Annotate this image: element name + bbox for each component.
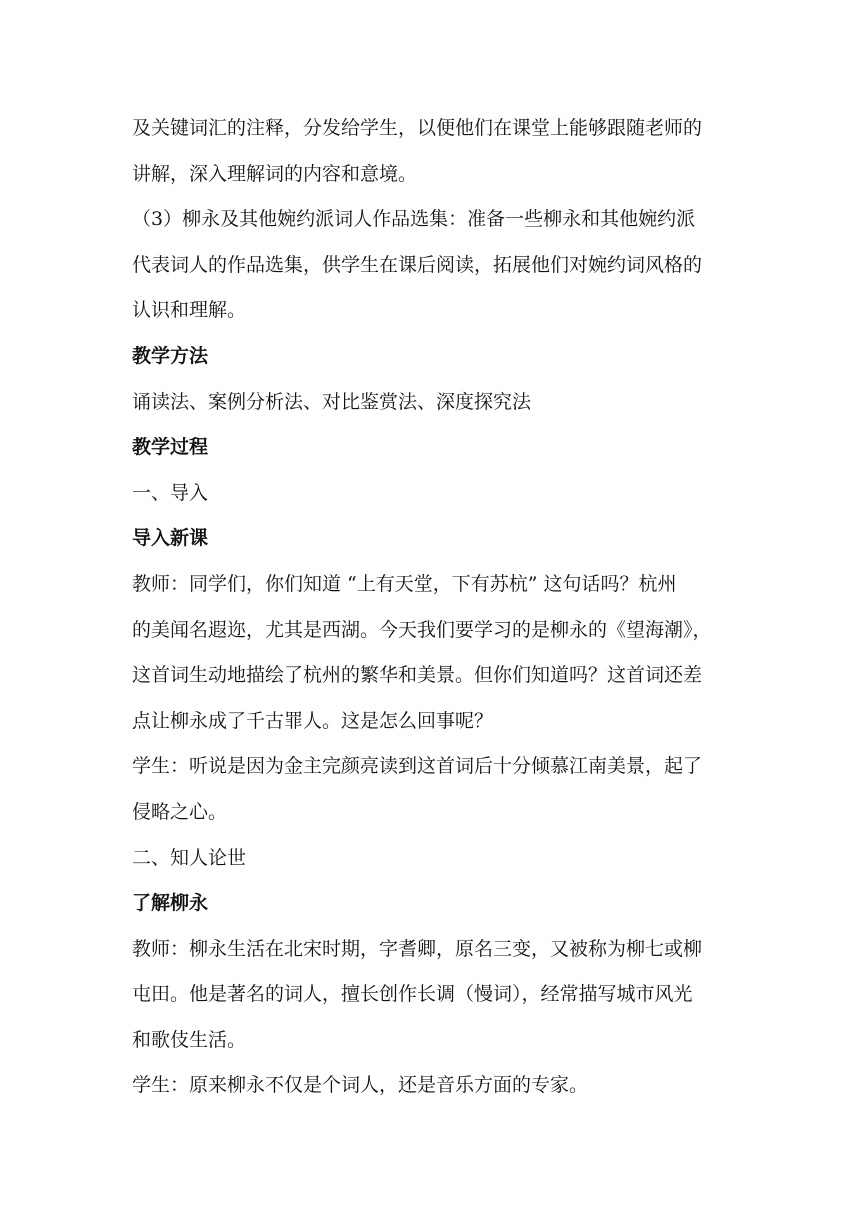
text-line: 诵读法、案例分析法、对比鉴赏法、深度探究法 bbox=[132, 390, 532, 413]
text-line: 的美闻名遐迩，尤其是西湖。今天我们要学习的是柳永的《望海潮》， bbox=[132, 618, 712, 641]
text-line: 点让柳永成了千古罪人。这是怎么回事呢？ bbox=[132, 709, 494, 732]
text-line: （3）柳永及其他婉约派词人作品选集：准备一些柳永和其他婉约派 bbox=[132, 208, 696, 231]
text-line: 认识和理解。 bbox=[132, 299, 247, 322]
subsection-title: 一、导入 bbox=[132, 481, 209, 504]
text-line: 和歌伎生活。 bbox=[132, 1028, 247, 1051]
section-heading: 导入新课 bbox=[132, 527, 209, 550]
text-line: 及关键词汇的注释，分发给学生，以便他们在课堂上能够跟随老师的 bbox=[132, 117, 703, 139]
section-heading: 教学过程 bbox=[132, 436, 209, 459]
text-line: 屯田。他是著名的词人，擅长创作长调（慢词），经常描写城市风光 bbox=[132, 983, 693, 1006]
text-line: 代表词人的作品选集，供学生在课后阅读，拓展他们对婉约词风格的 bbox=[132, 253, 703, 276]
section-heading: 了解柳永 bbox=[132, 892, 209, 915]
text-line: 教师：同学们，你们知道 “上有天堂，下有苏杭” 这句话吗？杭州 bbox=[132, 572, 677, 595]
text-line: 学生：原来柳永不仅是个词人，还是音乐方面的专家。 bbox=[132, 1074, 589, 1097]
text-line: 讲解，深入理解词的内容和意境。 bbox=[132, 162, 418, 185]
text-line: 教师：柳永生活在北宋时期，字耆卿，原名三变，又被称为柳七或柳 bbox=[132, 937, 703, 960]
text-line: 学生：听说是因为金主完颜亮读到这首词后十分倾慕江南美景，起了 bbox=[132, 755, 703, 778]
section-heading: 教学方法 bbox=[132, 344, 209, 367]
text-line: 侵略之心。 bbox=[132, 800, 228, 823]
text-line: 这首词生动地描绘了杭州的繁华和美景。但你们知道吗？这首词还差 bbox=[132, 664, 703, 687]
document-page bbox=[132, 106, 732, 1109]
subsection-title: 二、知人论世 bbox=[132, 846, 247, 869]
